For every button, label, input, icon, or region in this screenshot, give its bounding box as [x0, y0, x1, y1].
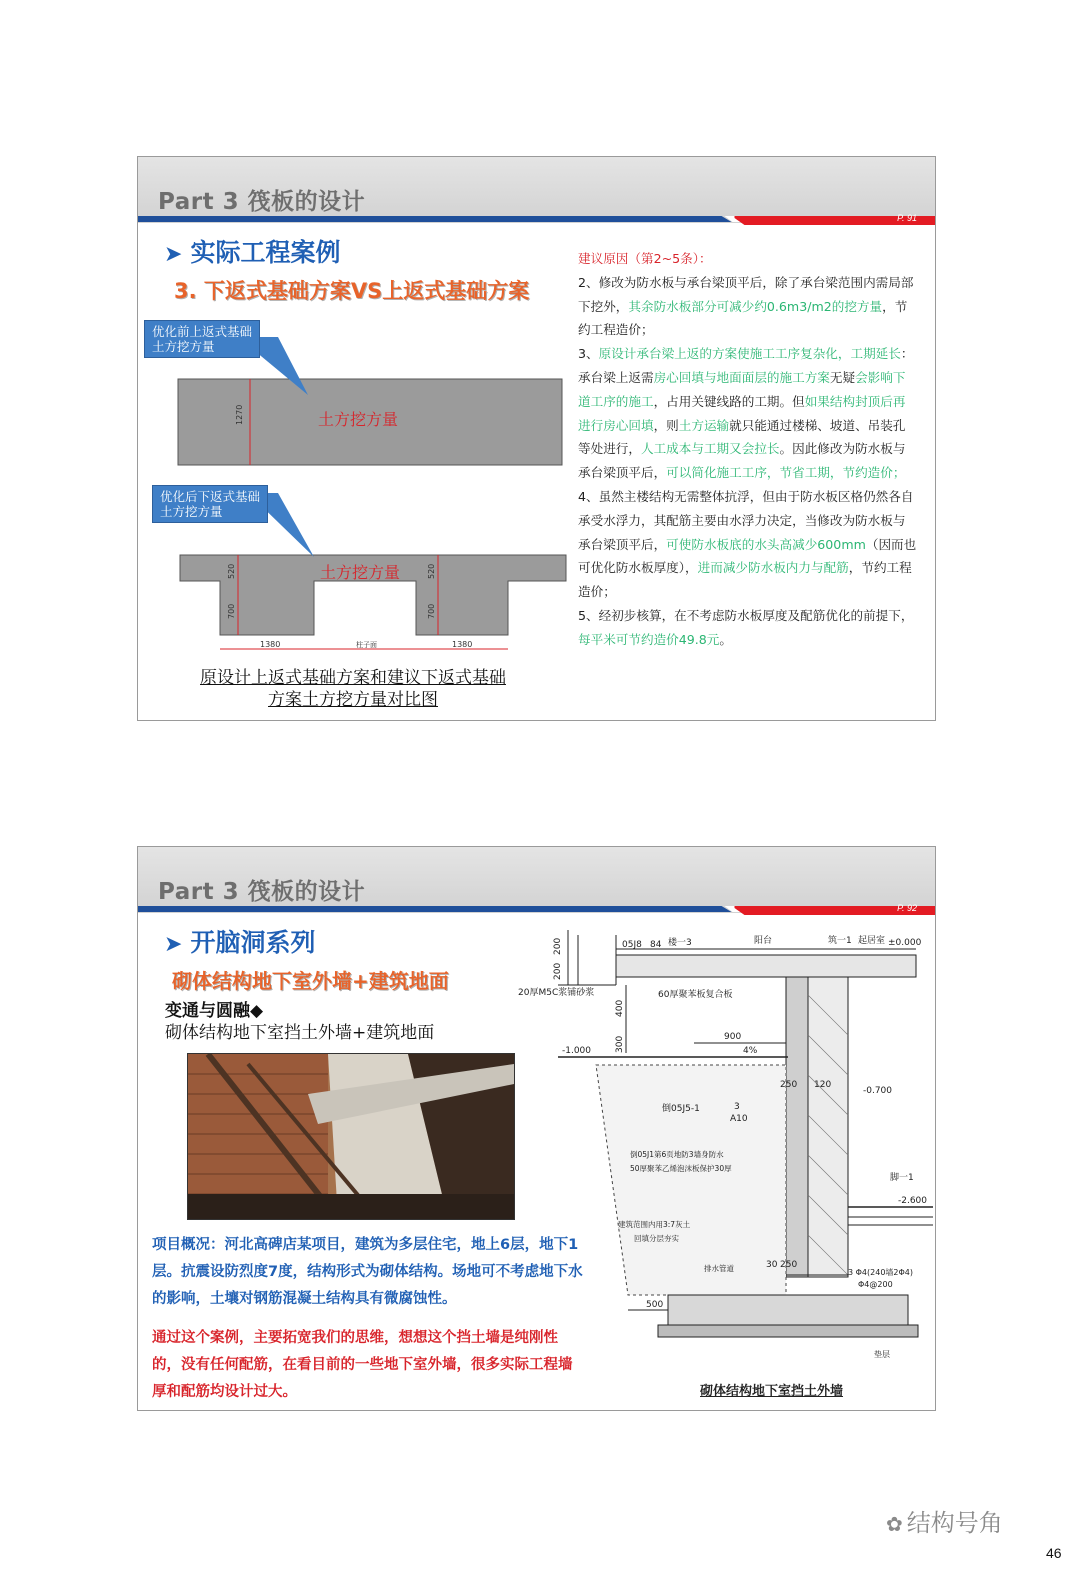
label-3: 3	[734, 1102, 740, 1112]
lesson-note: 通过这个案例，主要拓宽我们的思维，想想这个挡土墙是纯刚性的，没有任何配筋，在看目前的一些地下室外墙，很多实际工程墙厚和配筋均设计过大。	[152, 1330, 573, 1400]
dim-520-left: 520	[227, 563, 236, 579]
label-05j8: 05J8	[622, 940, 642, 950]
level-2600: -2.600	[898, 1196, 928, 1206]
figure-label-after: 土方挖方量	[320, 563, 401, 582]
slide-p91	[137, 156, 936, 721]
slide-title: Part 3 筏板的设计	[158, 879, 366, 905]
wechat-icon: ✿	[886, 1512, 903, 1536]
dim-4pct: 4%	[743, 1046, 758, 1056]
section-heading	[164, 923, 315, 959]
watermark-text: 结构号角	[906, 1509, 1003, 1537]
label-waterproof-1: 倒05J1第6页地防3墙身防水	[630, 1150, 724, 1159]
slide-p92	[137, 846, 936, 1411]
label-84: 84	[650, 940, 662, 950]
dim-middle: 柱子面	[356, 641, 377, 649]
reason-5: 5、经初步核算，在不考虑防水板厚度及配筋优化的前提下，每平米可节约造价49.8元。	[578, 607, 914, 647]
label-waterproof-2: 50厚聚苯乙烯泡沫板保护30厚	[630, 1164, 732, 1173]
label-balcony: 阳台	[754, 936, 773, 946]
dim-500: 500	[646, 1300, 664, 1310]
dim-200-b: 200	[553, 962, 563, 980]
label-a10: A10	[730, 1114, 748, 1124]
dim-1380-right: 1380	[452, 640, 473, 649]
variant-line-2: 砌体结构地下室挡土外墙+建筑地面	[165, 1023, 435, 1043]
level-0: ±0.000	[888, 938, 922, 948]
label-rebar-1: 3 Φ4(240墙2Φ4)	[848, 1268, 914, 1277]
label-living: 起居室	[858, 936, 886, 946]
brick-wall-photo	[187, 1053, 515, 1220]
dim-520-right: 520	[427, 563, 436, 579]
level-1000: -1.000	[562, 1046, 592, 1056]
callout-after-optimization: 优化后下返式基础土方挖方量	[152, 485, 268, 523]
triangle-bullet-icon: ➤	[164, 932, 183, 957]
section-heading	[164, 233, 340, 269]
dim-30: 30	[766, 1260, 778, 1270]
header-stripe	[138, 903, 935, 915]
page-number: 46	[1046, 1545, 1062, 1561]
slide-page-number: P. 91	[897, 213, 917, 223]
dim-900: 900	[724, 1032, 742, 1042]
triangle-bullet-icon: ➤	[164, 242, 183, 267]
figure-caption: 原设计上返式基础方案和建议下返式基础方案土方挖方量对比图	[200, 668, 506, 710]
label-60hou: 60厚聚苯板复合板	[658, 990, 733, 1000]
label-cushion: 垫层	[874, 1350, 890, 1359]
label-lou3: 楼一3	[668, 938, 692, 948]
reason-2: 2、修改为防水板与承台梁顶平后，除了承台梁范围内需局部下挖外，其余防水板部分可减少约0.6m3/m2的挖方量，节约工程造价；	[578, 274, 914, 338]
dim-120: 120	[814, 1080, 832, 1090]
header-stripe	[138, 213, 935, 225]
label-05j5: 倒05J5-1	[662, 1104, 700, 1114]
reason-4: 4、虽然主楼结构无需整体抗浮，但由于防水板区格仍然各自承受水浮力，其配筋主要由水浮力决定，当修改为防水板与承台梁顶平后，可使防水板底的水头高减少600mm（因而也可优化防水板厚度），进而减少防水板内力与配筋，节约工程造价；	[578, 488, 917, 600]
level-0700: -0.700	[863, 1086, 893, 1096]
label-backfill-1: 建筑范围内用3:7灰土	[618, 1220, 691, 1229]
dim-200-a: 200	[553, 937, 563, 955]
subsection-heading: 砌体结构地下室外墙+建筑地面	[172, 969, 449, 993]
section-heading-text: 实际工程案例	[190, 238, 341, 267]
reasons-text	[578, 247, 918, 652]
label-backfill-2: 回填分层夯实	[634, 1234, 679, 1243]
reason-3: 3、原设计承台梁上返的方案使施工工序复杂化，工期延长：承台梁上返需房心回填与地面面层的施工方案无疑会影响下道工序的施工，占用关键线路的工期。但如果结构封顶后再进行房心回填，则土方运输就只能通过楼梯、坡道、吊装孔等处进行，人工成本与工期又会拉长。因此修改为防水板与承台梁顶平后，可以简化施工工序，节省工期，节约造价；	[578, 346, 914, 481]
label-20hou: 20厚M5C浆铺砂浆	[518, 988, 595, 998]
figure-label-before: 土方挖方量	[318, 410, 399, 429]
watermark	[886, 1503, 1003, 1538]
dim-700-left: 700	[227, 603, 236, 619]
dim-1380-left: 1380	[260, 640, 281, 649]
variant-line-1: 变通与圆融◆	[165, 1001, 264, 1021]
label-rebar-2: Φ4@200	[858, 1280, 893, 1289]
section-heading-text: 开脑洞系列	[190, 928, 316, 957]
drawing-caption: 砌体结构地下室挡土外墙	[700, 1384, 844, 1399]
dim-400: 400	[615, 999, 625, 1017]
callout-before-optimization: 优化前上返式基础土方挖方量	[144, 320, 260, 358]
subsection-heading: 3. 下返式基础方案VS上返式基础方案	[174, 279, 530, 303]
dim-250-top: 250	[780, 1080, 798, 1090]
label-pipe: 排水管道	[704, 1264, 734, 1273]
reasons-title: 建议原因（第2~5条）：	[578, 251, 712, 266]
dim-1270: 1270	[235, 404, 244, 425]
dim-700-right: 700	[427, 603, 436, 619]
label-zhu1: 筑一1	[828, 936, 852, 946]
retaining-wall-section-drawing	[518, 925, 933, 1377]
dim-250-bottom: 250	[780, 1260, 798, 1270]
slide-title: Part 3 筏板的设计	[158, 189, 366, 215]
project-overview: 项目概况：河北高碑店某项目，建筑为多层住宅，地上6层，地下1层。抗震设防烈度7度，结构形式为砌体结构。场地可不考虑地下水的影响，土壤对钢筋混凝土结构具有微腐蚀性。	[152, 1237, 583, 1307]
slide-page-number: P. 92	[897, 903, 917, 913]
label-jiao1: 脚一1	[890, 1173, 914, 1183]
dim-300: 300	[615, 1035, 625, 1053]
variant-heading	[165, 1000, 434, 1044]
